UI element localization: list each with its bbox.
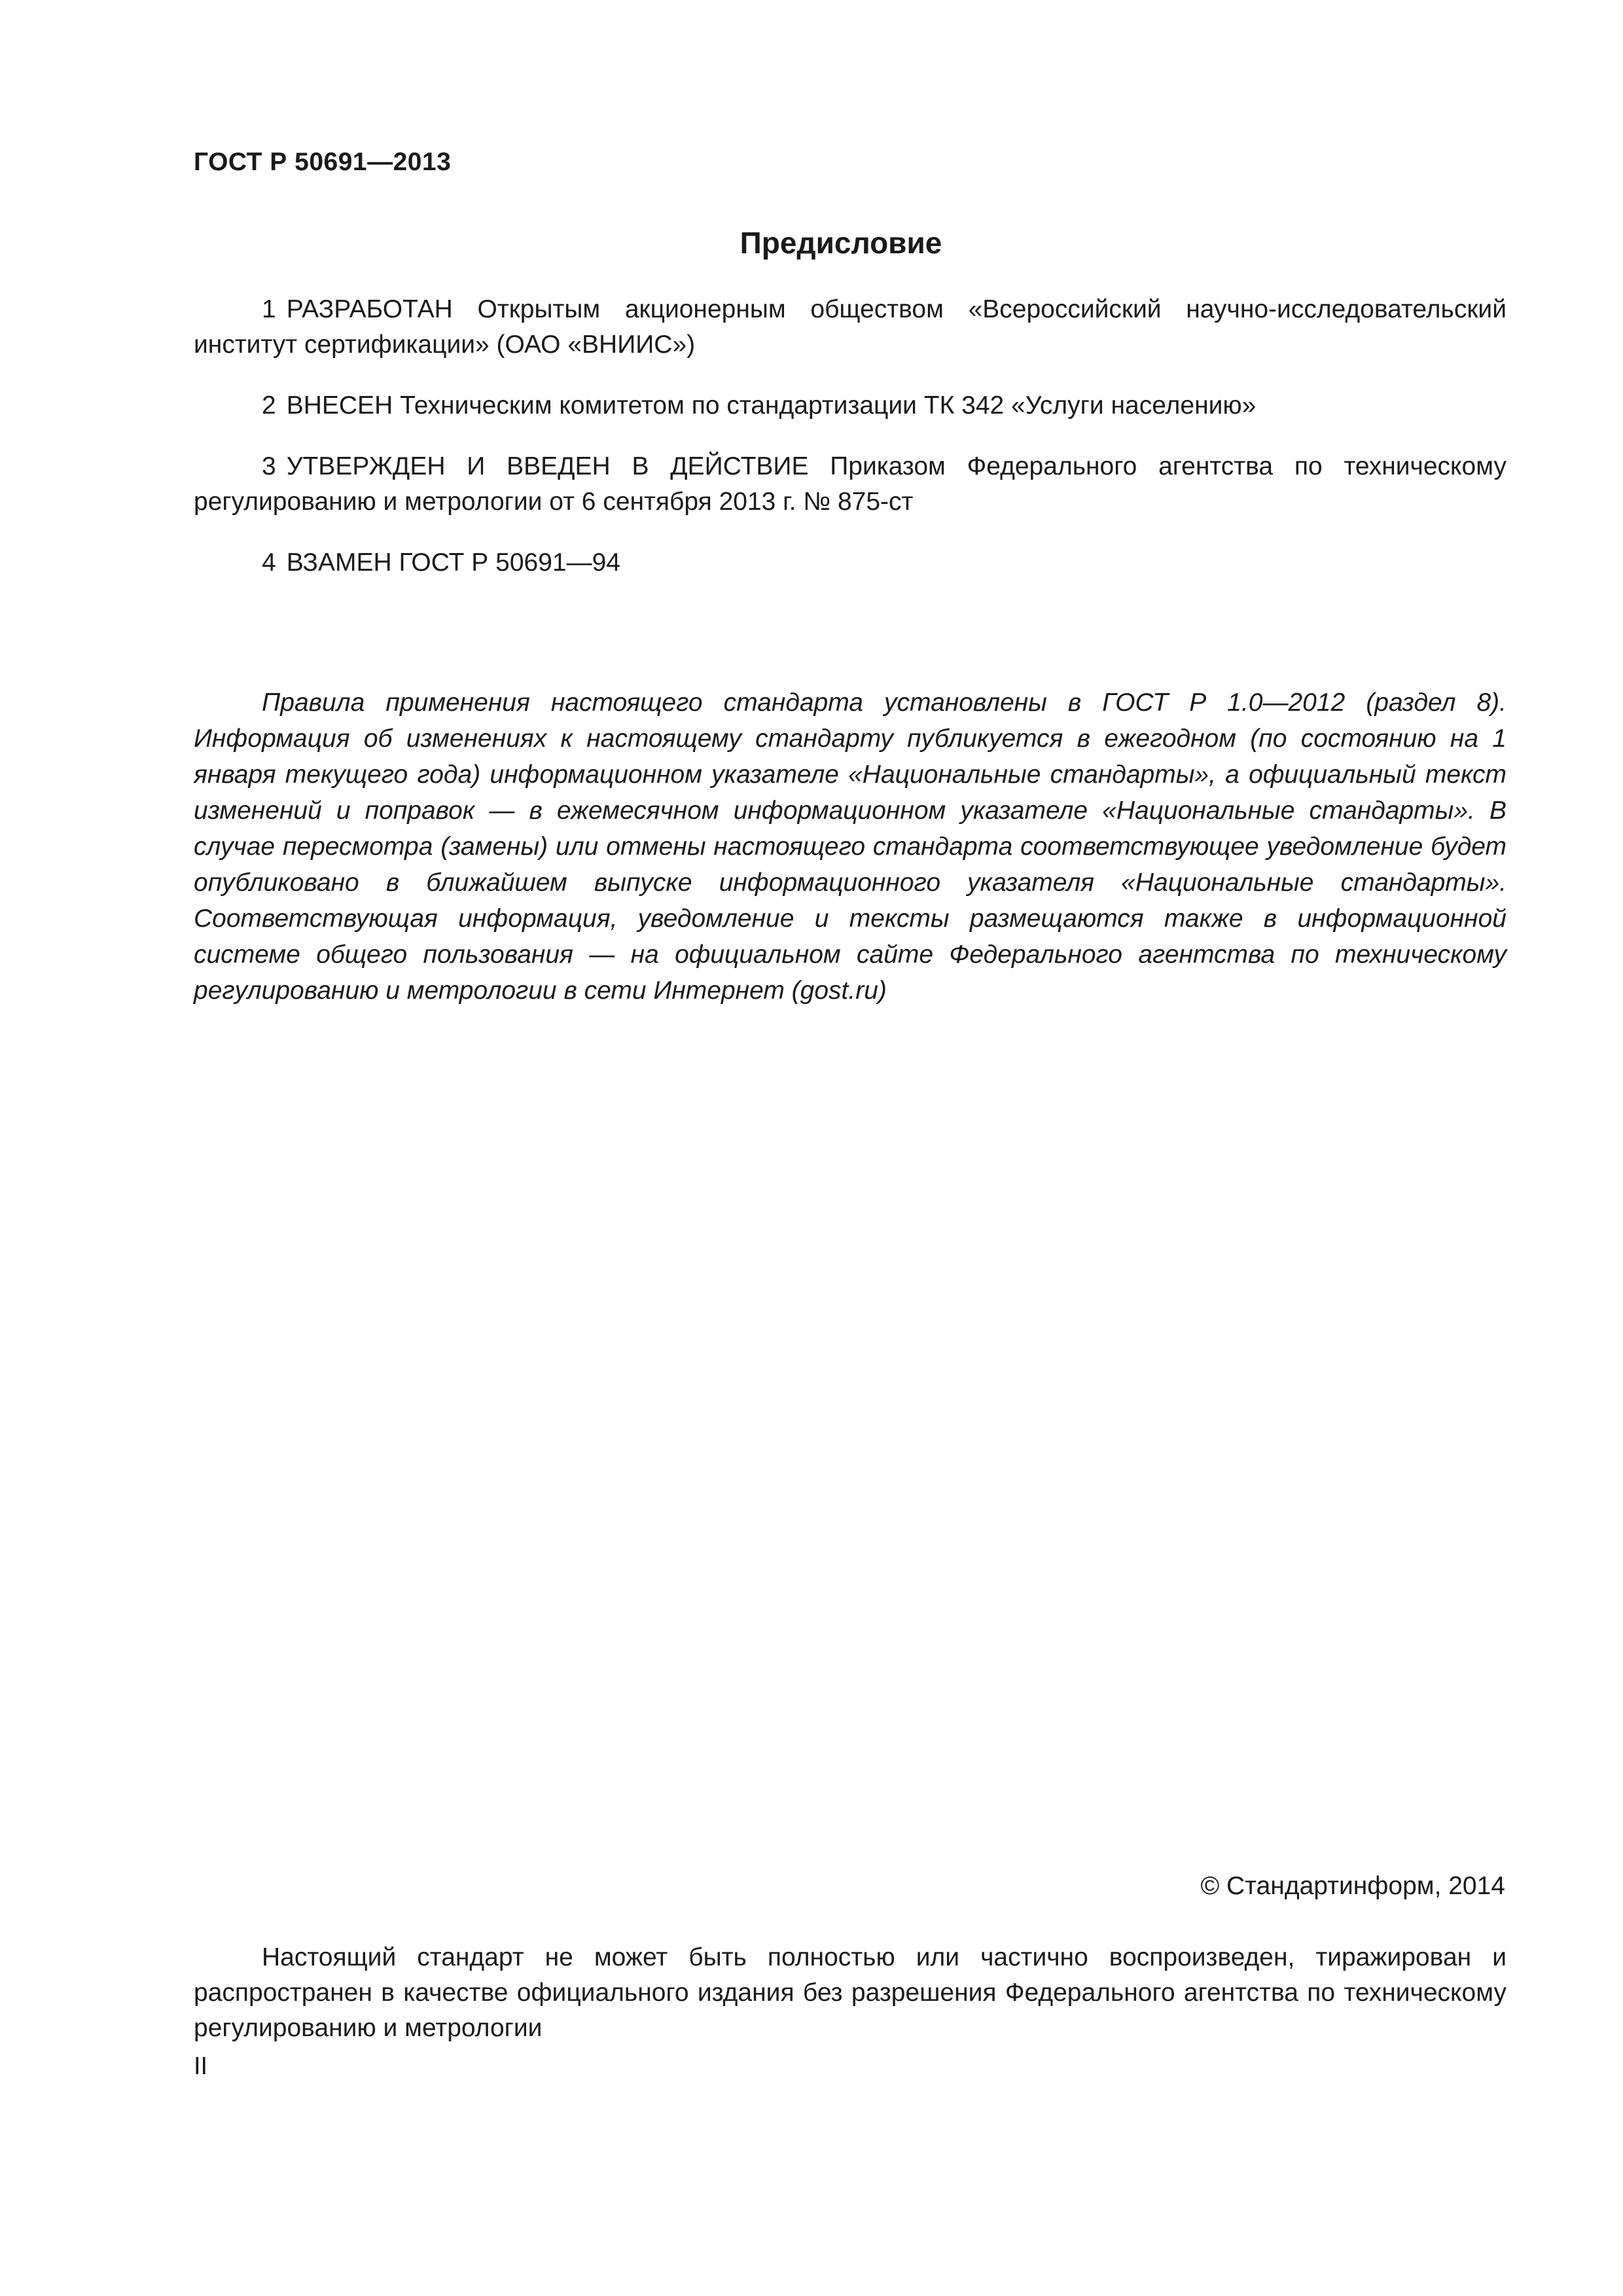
foreword-item [194,292,1507,363]
foreword-item [194,388,1507,423]
application-rules-note: Правила применения настоящего стандарта установлены в ГОСТ Р 1.0—2012 (раздел 8). Информация об изменениях к настоящему стандарту публикуется в ежегодном (по состоянию на 1 января текущего года) информационном указателе «Национальные стандарты», а официальный текст изменений и поправок — в ежемесячном информационном указателе «Национальные стандарты». В случае пересмотра (замены) или отмены настоящего стандарта соответствующее уведомление будет опубликовано в ближайшем выпуске информационного указателя «Национальные стандарты». Соответствующая информация, уведомление и тексты размещаются также в информационной системе общего пользования — на официальном сайте Федерального агентства по техническому регулированию и метрологии в сети Интернет (gost.ru) [194,689,1507,1005]
item-number: 3 [262,452,276,480]
item-text: УТВЕРЖДЕН И ВВЕДЕН В ДЕЙСТВИЕ Приказом Федерального агентства по техническому регулированию и метрологии от 6 сентября 2013 г. № 875-ст [194,452,1507,516]
page-number: II [194,2053,208,2080]
item-text: ВНЕСЕН Техническим комитетом по стандартизации ТК 342 «Услуги населению» [286,391,1257,420]
reproduction-notice: Настоящий стандарт не может быть полностью или частично воспроизведен, тиражирован и распространен в качестве официального издания без разрешения Федерального агентства по техническому регулированию и метрологии [194,1943,1507,2042]
foreword-items [194,292,1507,606]
item-text: РАЗРАБОТАН Открытым акционерным обществом «Всероссийский научно-исследовательский институт сертификации» (ОАО «ВНИИС») [194,295,1507,359]
foreword-item [194,449,1507,520]
foreword-item [194,545,1507,581]
item-text: ВЗАМЕН ГОСТ Р 50691—94 [286,548,620,577]
item-number: 1 [262,295,276,323]
item-number: 2 [262,391,276,420]
copyright-notice [1200,1872,1505,1901]
item-number: 4 [262,548,276,577]
document-code: ГОСТ Р 50691—2013 [194,148,452,176]
foreword-title: Предисловие [740,226,942,260]
copyright-text: © Стандартинформ, 2014 [1200,1872,1505,1900]
